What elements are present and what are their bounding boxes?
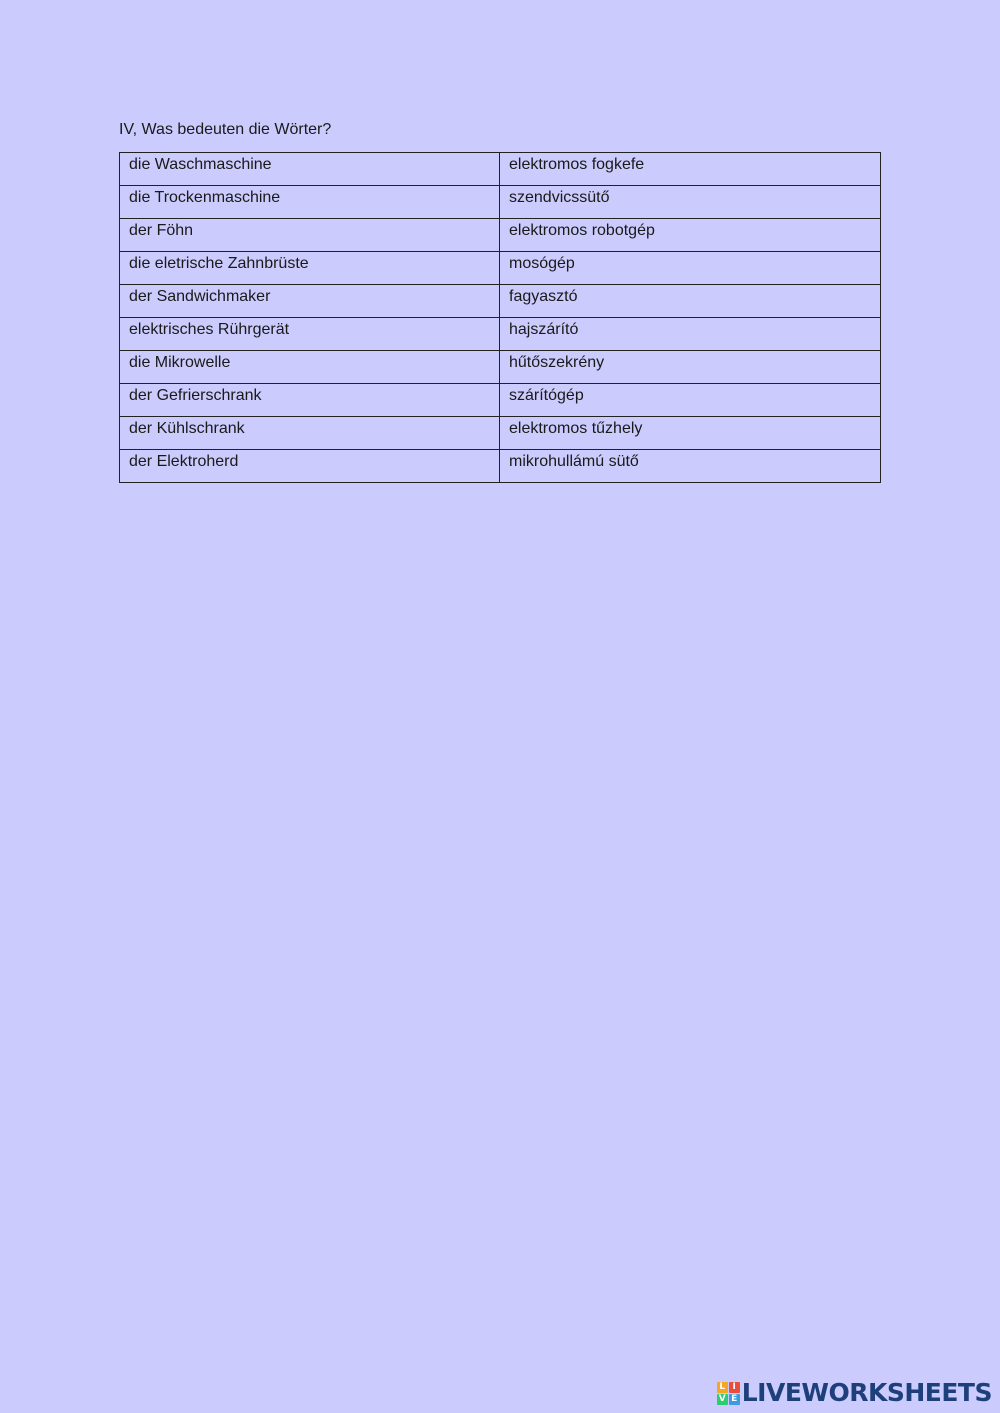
hungarian-word-cell: szárítógép [500,384,881,417]
german-word-cell: die eletrische Zahnbrüste [120,252,500,285]
vocabulary-table-body [120,153,881,483]
german-word-cell: der Sandwichmaker [120,285,500,318]
hungarian-word-cell: hűtőszekrény [500,351,881,384]
hungarian-word-cell: mikrohullámú sütő [500,450,881,483]
logo-mark-square: E [729,1394,740,1405]
logo-mark-square: L [717,1382,728,1393]
hungarian-word-cell: elektromos robotgép [500,219,881,252]
german-word-cell: der Elektroherd [120,450,500,483]
german-word-cell: die Waschmaschine [120,153,500,186]
german-word-cell: der Gefrierschrank [120,384,500,417]
table-row [120,153,881,186]
logo-mark-square: V [717,1394,728,1405]
german-word-cell: die Trockenmaschine [120,186,500,219]
german-word-cell: die Mikrowelle [120,351,500,384]
hungarian-word-cell: hajszárító [500,318,881,351]
table-row [120,186,881,219]
table-row [120,384,881,417]
table-row [120,417,881,450]
german-word-cell: der Föhn [120,219,500,252]
table-row [120,318,881,351]
table-row [120,351,881,384]
liveworksheets-logo-text: LIVEWORKSHEETS [741,1378,992,1407]
hungarian-word-cell: szendvicssütő [500,186,881,219]
liveworksheets-logo-mark [717,1382,740,1405]
liveworksheets-logo [717,1379,992,1407]
hungarian-word-cell: elektromos tűzhely [500,417,881,450]
table-row [120,252,881,285]
table-row [120,219,881,252]
hungarian-word-cell: fagyasztó [500,285,881,318]
german-word-cell: elektrisches Rührgerät [120,318,500,351]
hungarian-word-cell: elektromos fogkefe [500,153,881,186]
german-word-cell: der Kühlschrank [120,417,500,450]
table-row [120,450,881,483]
table-row [120,285,881,318]
logo-mark-square: I [729,1382,740,1393]
worksheet-heading: IV, Was bedeuten die Wörter? [119,121,332,138]
hungarian-word-cell: mosógép [500,252,881,285]
vocabulary-table [119,152,881,483]
